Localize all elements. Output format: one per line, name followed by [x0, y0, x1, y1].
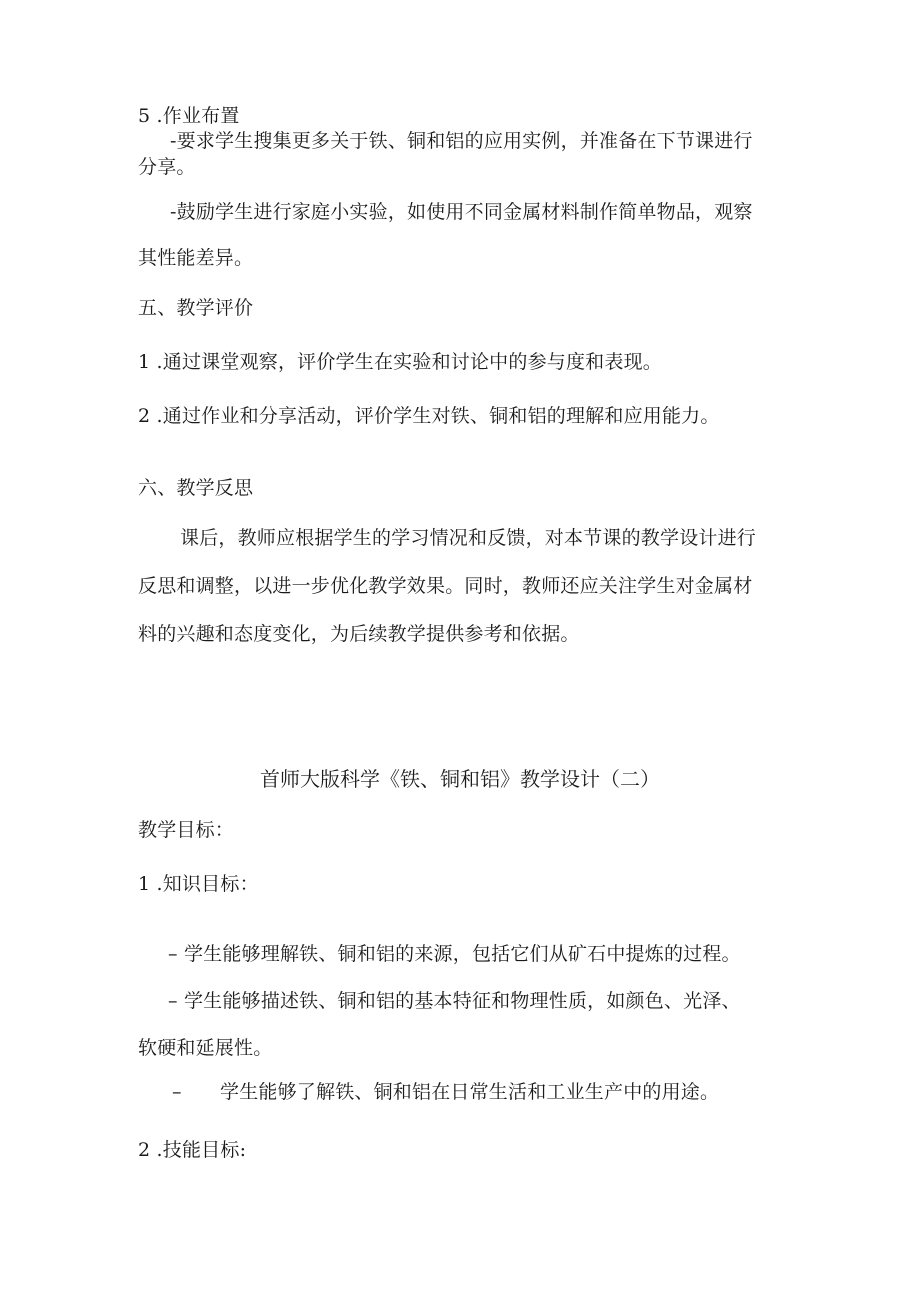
evaluation-heading: 五、教学评价 — [138, 297, 254, 319]
knowledge-objective-heading: 1 .知识目标： — [138, 873, 259, 895]
reflection-line-2: 反思和调整，以进一步优化教学效果。同时，教师还应关注学生对金属材 — [138, 575, 753, 597]
homework-item-1-line-1: -要求学生搜集更多关于铁、铜和铝的应用实例，并准备在下节课进行 — [170, 130, 753, 152]
knowledge-item-3-text: 学生能够了解铁、铜和铝在日常生活和工业生产中的用途。 — [220, 1081, 720, 1103]
reflection-line-3: 料的兴趣和态度变化，为后续教学提供参考和依据。 — [138, 623, 580, 645]
objectives-heading: 教学目标： — [138, 819, 235, 841]
knowledge-item-2-line-2: 软硬和延展性。 — [138, 1037, 273, 1059]
knowledge-item-2-line-1: – 学生能够描述铁、铜和铝的基本特征和物理性质，如颜色、光泽、 — [168, 990, 741, 1012]
reflection-line-1: 课后，教师应根据学生的学习情况和反馈，对本节课的教学设计进行 — [180, 527, 757, 549]
document-title: 首师大版科学《铁、铜和铝》教学设计（二） — [260, 767, 660, 791]
knowledge-item-3-dash: – — [172, 1081, 182, 1103]
reflection-heading: 六、教学反思 — [138, 477, 254, 499]
knowledge-item-1: – 学生能够理解铁、铜和铝的来源，包括它们从矿石中提炼的过程。 — [168, 943, 741, 965]
homework-heading: 5 .作业布置 — [138, 105, 240, 127]
homework-item-1-line-2: 分享。 — [138, 156, 196, 178]
homework-item-2-line-1: -鼓励学生进行家庭小实验，如使用不同金属材料制作简单物品，观察 — [170, 201, 753, 223]
evaluation-item-2: 2 .通过作业和分享活动，评价学生对铁、铜和铝的理解和应用能力。 — [138, 405, 720, 427]
evaluation-item-1: 1 .通过课堂观察，评价学生在实验和讨论中的参与度和表现。 — [138, 351, 662, 373]
skills-objective-heading: 2 .技能目标: — [138, 1139, 247, 1161]
homework-item-2-line-2: 其性能差异。 — [138, 247, 254, 269]
